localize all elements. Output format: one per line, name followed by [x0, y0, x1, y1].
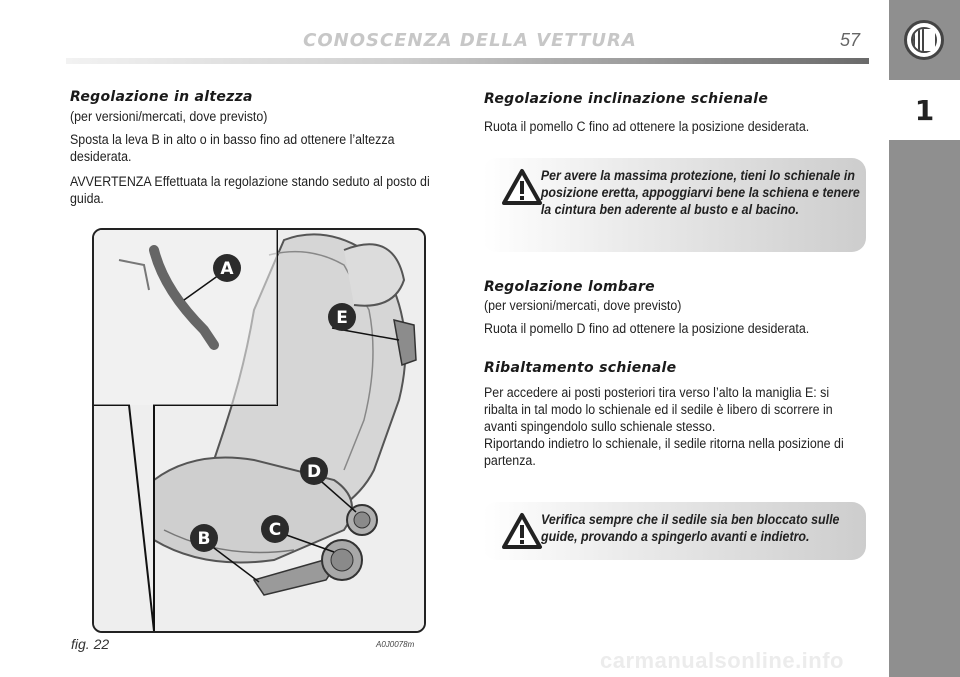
heading-backrest-folding: Ribaltamento schienale	[484, 360, 677, 376]
callout-c	[261, 515, 289, 543]
callout-d	[300, 457, 328, 485]
folding-body	[484, 384, 866, 477]
lumbar-body	[484, 297, 866, 345]
callout-d-label: D	[306, 462, 322, 482]
warning-text-2: Verifica sempre che il sedile sia ben bloccato sulle guide, provando a spingerlo avanti e indietro.	[541, 512, 840, 544]
callout-e-label: E	[336, 308, 348, 328]
folding-paragraph-1: Per accedere ai posti posteriori tira verso l’alto la maniglia E: si ribalta in tal modo lo schienale ed il sedile è libero di scorrere in avanti spingendolo sullo schienale stesso.	[484, 385, 833, 434]
lumbar-subtitle: (per versioni/mercati, dove previsto)	[484, 298, 682, 313]
watermark: carmanualsonline.info	[600, 648, 844, 673]
figure-code: A0J0078m	[376, 640, 415, 649]
running-header: CONOSCENZA DELLA VETTURA	[303, 30, 637, 51]
callout-a-label: A	[220, 259, 234, 279]
chapter-number: 1	[889, 80, 960, 140]
header-rule	[66, 58, 869, 64]
warning-1-content: Per avere la massima protezione, tieni lo schienale in posizione eretta, appoggiarvi bene la schiena e tenere la cintura ben aderente al busto e al bacino.	[540, 168, 860, 217]
warning-text-1	[493, 167, 861, 219]
figure-caption: fig. 22	[71, 636, 110, 652]
heading-height-adjust: Regolazione in altezza	[70, 89, 253, 105]
page-number: 57	[840, 30, 861, 50]
callout-b	[190, 524, 218, 552]
lumbar-paragraph: Ruota il pomello D fino ad ottenere la posizione desiderata.	[484, 321, 810, 336]
height-paragraph-1: Sposta la leva B in alto o in basso fino ad ottenere l’altezza desiderata.	[70, 132, 395, 164]
callout-e	[328, 303, 356, 331]
warning-triangle-icon	[501, 512, 543, 550]
callout-c-label: C	[268, 520, 282, 540]
seat-figure	[92, 228, 426, 633]
heading-lumbar-adjust: Regolazione lombare	[484, 279, 655, 295]
brand-logo-icon	[904, 20, 944, 60]
callout-b-label: B	[197, 529, 211, 549]
seat-illustration	[94, 230, 424, 631]
warning-box-1	[483, 158, 866, 252]
height-paragraph-2: AVVERTENZA Effettuata la regolazione stando seduto al posto di guida.	[70, 174, 430, 206]
folding-paragraph-2: Riportando indietro lo schienale, il sedile ritorna nella posizione di partenza.	[484, 436, 844, 468]
heading-recline-adjust: Regolazione inclinazione schienale	[484, 91, 769, 107]
warning-box-2	[483, 502, 866, 560]
height-subtitle: (per versioni/mercati, dove previsto)	[70, 109, 268, 124]
recline-body: Ruota il pomello C fino ad ottenere la posizione desiderata.	[484, 119, 810, 134]
height-adjust-body	[70, 108, 452, 215]
callout-a	[213, 254, 241, 282]
